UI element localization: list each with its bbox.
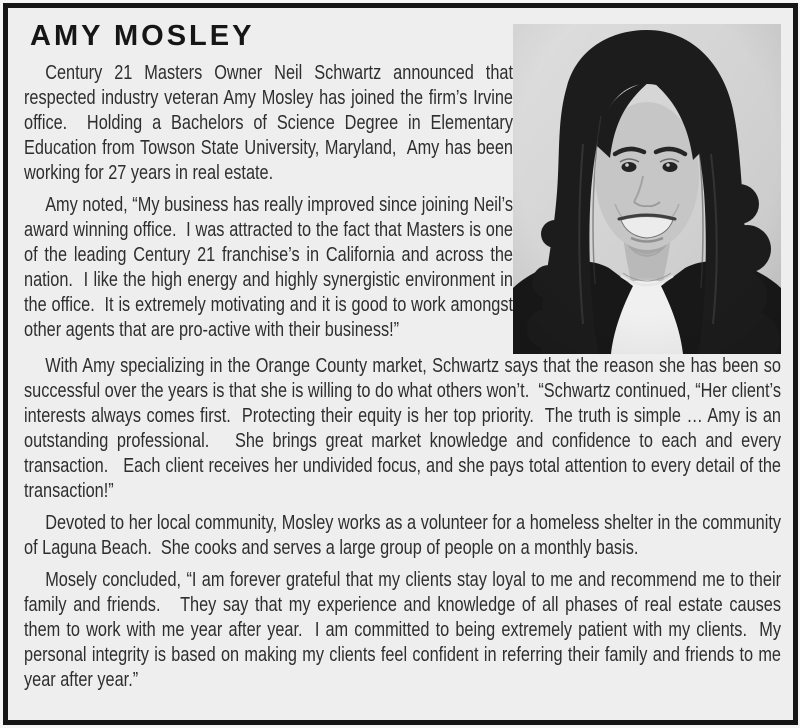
article-paragraph-4: Devoted to her local community, Mosley works as a volunteer for a homeless shelter in the community of Laguna Beach. She cooks and serves a large group of people on a monthly basis. [24, 512, 781, 559]
article-paragraph-3: With Amy specializing in the Orange County market, Schwartz says that the reason she has been so successful over the years is that she is willing to do what others won’t. “Schwartz continued, “Her client’s interests always comes first. Protecting their equity is her top priority. The truth is simple … Amy is an outstanding professional. She brings great market knowledge and confidence to each and every transaction. Each client receives her undivided focus, and she pays total attention to every detail of the transaction!” [24, 355, 781, 502]
article-top-section [24, 12, 781, 354]
portrait-photo-illustration [513, 24, 781, 354]
article-paragraph-1: Century 21 Masters Owner Neil Schwartz announced that respected industry veteran Amy Mosley has joined the firm’s Irvine office. Holding a Bachelors of Science Degree in Elementary Education from Towson State University, Maryland, Amy has been working for 27 years in real estate. [24, 62, 513, 184]
article-border-frame [3, 3, 798, 725]
article-headline: AMY MOSLEY [30, 20, 255, 52]
photo-vignette [513, 24, 781, 354]
article-paragraph-2: Amy noted, “My business has really improved since joining Neil’s award winning office. I was attracted to the fact that Masters is one of the leading Century 21 franchise’s in California and across the nation. I like the high energy and highly synergistic environment in the office. It is extremely motivating and it is good to work amongst other agents that are pro-active with their business!” [24, 194, 513, 341]
article-text-column [24, 12, 513, 350]
portrait-photo [513, 24, 781, 354]
article-paragraph-5: Mosely concluded, “I am forever grateful that my clients stay loyal to me and recommend me to their family and friends. They say that my experience and knowledge of all phases of real estate causes them to work with me year after year. I am committed to being extremely patient with my clients. My personal integrity is based on making my clients feel confident in referring their family and friends to me year after year.” [24, 569, 781, 691]
